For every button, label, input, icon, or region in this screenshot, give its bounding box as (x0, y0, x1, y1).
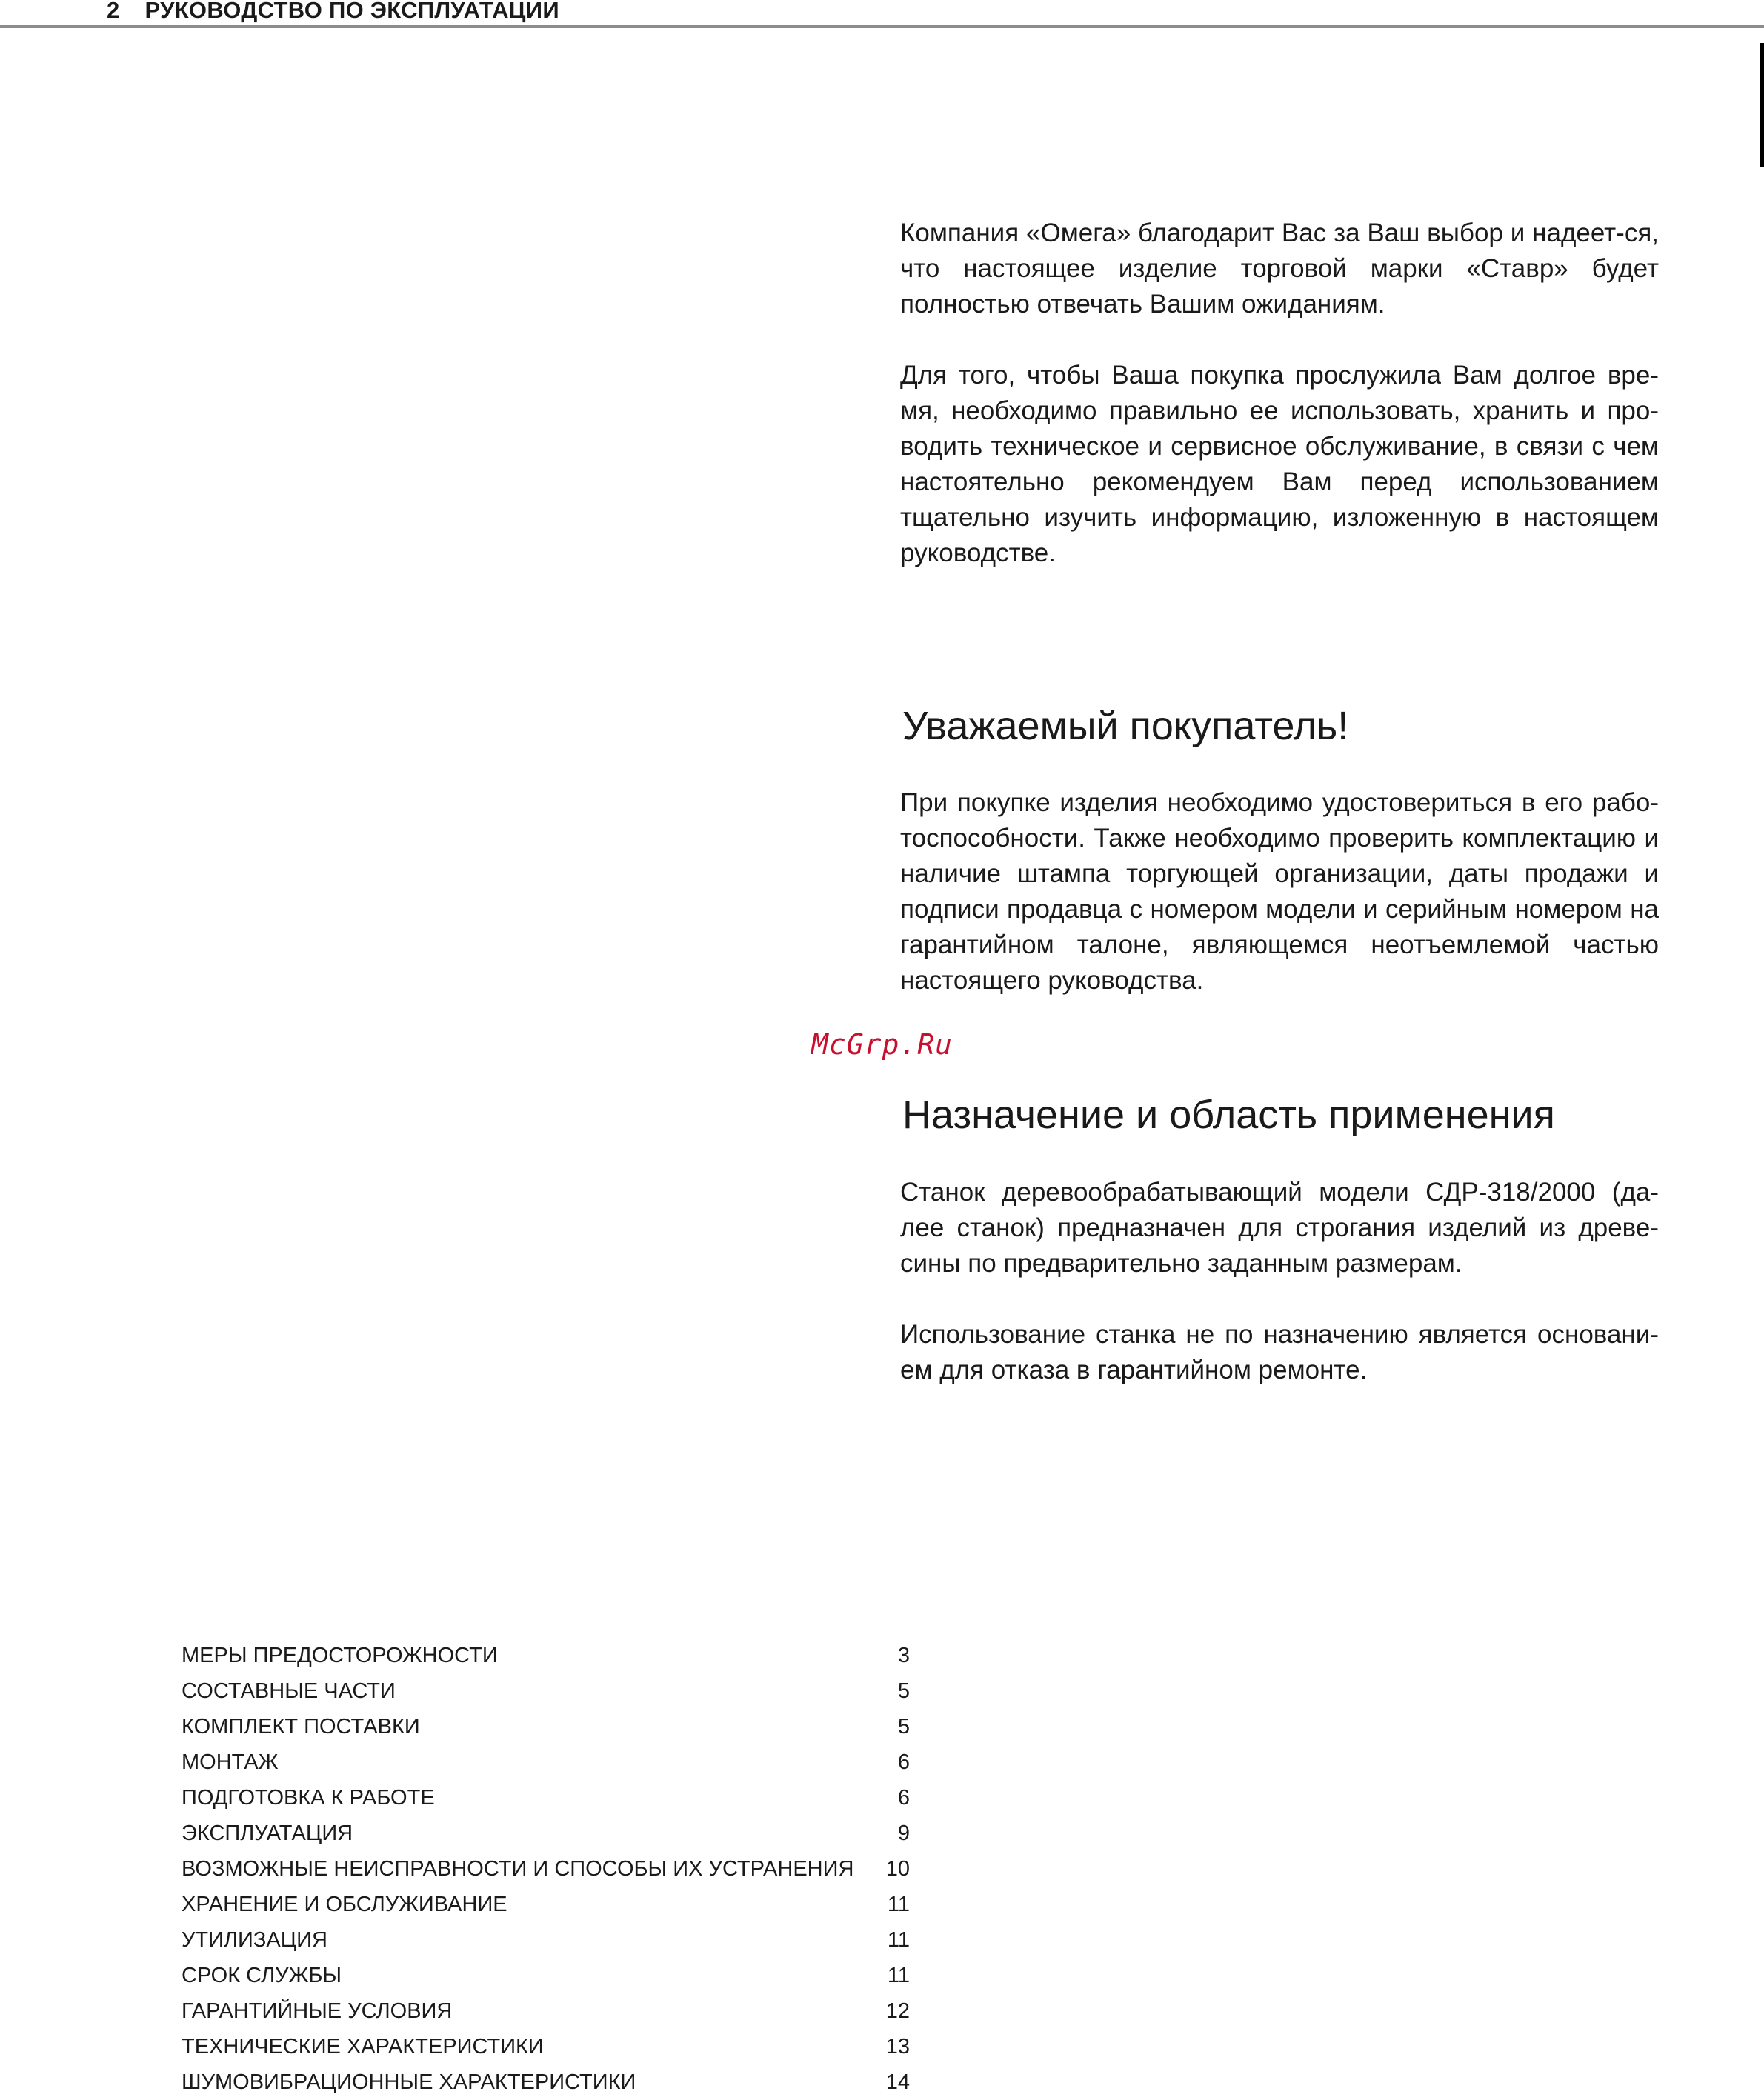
intro-paragraph-2: Для того, чтобы Ваша покупка прослужила Вам долгое вре-мя, необходимо правильно ее использовать, хранить и про-водить техническое и сервисное обслуживание, в связи с чем настоятельно рекомендуем Вам перед использованием тщательно изучить информацию, изложенную в настоящем руководстве. (900, 361, 1659, 567)
header-divider (0, 25, 1764, 28)
page-header (107, 0, 559, 27)
toc-item-label: СОСТАВНЫЕ ЧАСТИ (182, 1679, 396, 1703)
toc-item-label: УТИЛИЗАЦИЯ (182, 1928, 327, 1952)
intro-paragraph-1: Компания «Омега» благодарит Вас за Ваш выбор и надеет-ся, что настоящее изделие торговой марки «Ставр» будет полностью отвечать Вашим ожиданиям. (900, 219, 1659, 319)
toc-item-label: ВОЗМОЖНЫЕ НЕИСПРАВНОСТИ И СПОСОБЫ ИХ УСТРАНЕНИЯ (182, 1857, 854, 1881)
toc-item-page: 11 (887, 1964, 910, 1987)
page-number: 2 (107, 0, 120, 23)
toc-item[interactable] (182, 1816, 910, 1851)
dear-customer-title: Уважаемый покупатель! (902, 704, 1349, 748)
toc-item[interactable] (182, 1922, 910, 1958)
toc-item-label: ХРАНЕНИЕ И ОБСЛУЖИВАНИЕ (182, 1893, 507, 1916)
toc-item-label: ЭКСПЛУАТАЦИЯ (182, 1821, 353, 1845)
toc-item-label: СРОК СЛУЖБЫ (182, 1964, 342, 1987)
toc-item-label: ШУМОВИБРАЦИОННЫЕ ХАРАКТЕРИСТИКИ (182, 2070, 636, 2094)
toc-item[interactable] (182, 1887, 910, 1922)
page-edge-tab (1760, 43, 1764, 167)
toc-item-page: 6 (897, 1786, 910, 1810)
toc-item-page: 6 (897, 1750, 910, 1774)
toc-item[interactable] (182, 1638, 910, 1673)
toc-item-page: 13 (885, 2035, 910, 2059)
toc-item-label: ГАРАНТИЙНЫЕ УСЛОВИЯ (182, 1999, 453, 2023)
toc-item-label: МОНТАЖ (182, 1750, 279, 1774)
toc-item-page: 3 (897, 1644, 910, 1667)
toc-item-page: 12 (885, 1999, 910, 2023)
toc-item-label: ПОДГОТОВКА К РАБОТЕ (182, 1786, 435, 1810)
toc-item-label: КОМПЛЕКТ ПОСТАВКИ (182, 1715, 420, 1739)
purpose-paragraph-1: Станок деревообрабатывающий модели СДР-318/2000 (да-лее станок) предназначен для строгания изделий из древе-сины по предварительно заданным размерам. (900, 1178, 1659, 1278)
toc-item-label: ТЕХНИЧЕСКИЕ ХАРАКТЕРИСТИКИ (182, 2035, 544, 2059)
toc-item-label: МЕРЫ ПРЕДОСТОРОЖНОСТИ (182, 1644, 498, 1667)
purpose-title: Назначение и область применения (902, 1093, 1555, 1137)
toc-item-page: 14 (885, 2070, 910, 2094)
toc-item[interactable] (182, 1851, 910, 1887)
toc-item[interactable] (182, 2029, 910, 2064)
dear-customer-paragraph: При покупке изделия необходимо удостовериться в его рабо-тоспособности. Также необходимо проверить комплектацию и наличие штампа торгующей организации, даты продажи и подписи продавца с номером модели и серийным номером на гарантийном талоне, являющемся неотъемлемой частью настоящего руководства. (900, 788, 1659, 995)
toc-item[interactable] (182, 1993, 910, 2029)
toc-item[interactable] (182, 1744, 910, 1780)
toc-item-page: 9 (897, 1821, 910, 1845)
toc-item[interactable] (182, 1958, 910, 1993)
document-title: РУКОВОДСТВО ПО ЭКСПЛУАТАЦИИ (144, 0, 559, 23)
watermark: McGrp.Ru (811, 1028, 953, 1061)
toc-item[interactable] (182, 1709, 910, 1744)
table-of-contents (182, 1638, 910, 2100)
toc-item[interactable] (182, 2064, 910, 2100)
toc-item[interactable] (182, 1673, 910, 1709)
toc-item-page: 5 (897, 1679, 910, 1703)
toc-item-page: 5 (897, 1715, 910, 1739)
toc-item[interactable] (182, 1780, 910, 1816)
purpose-paragraph-2: Использование станка не по назначению является основани-ем для отказа в гарантийном ремонте. (900, 1320, 1659, 1384)
toc-item-page: 10 (885, 1857, 910, 1881)
toc-item-page: 11 (887, 1893, 910, 1916)
toc-item-page: 11 (887, 1928, 910, 1952)
